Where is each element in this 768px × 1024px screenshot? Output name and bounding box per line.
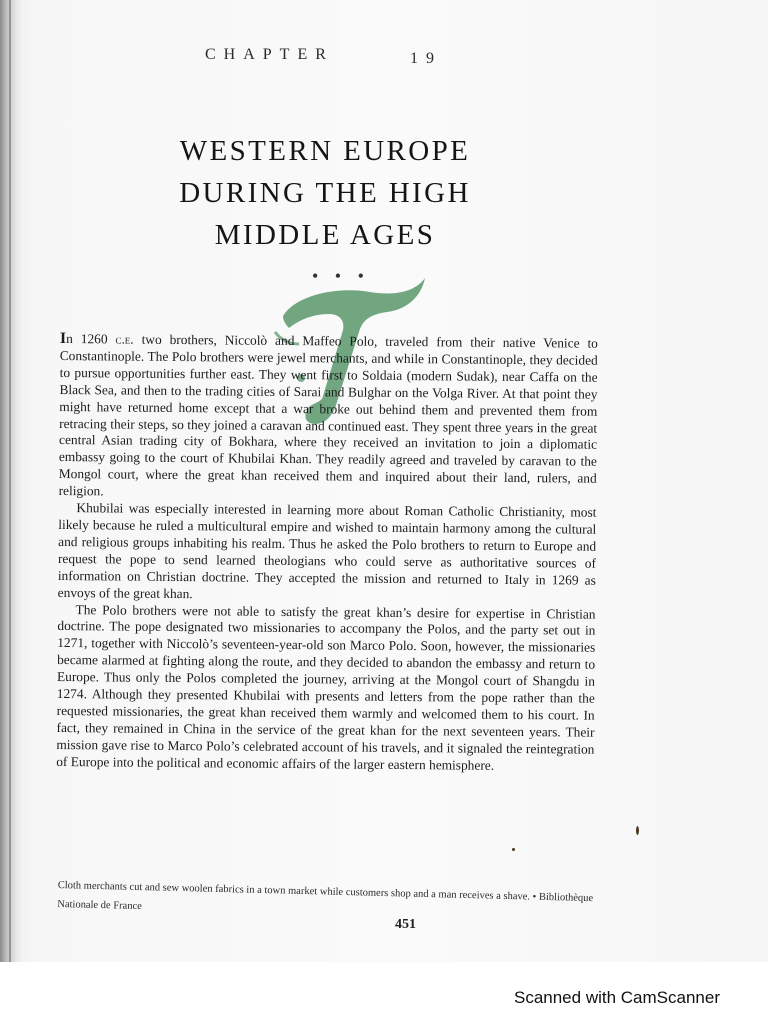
ornament-dots: • • • (312, 266, 370, 286)
scanner-watermark: Scanned with CamScanner (513, 988, 720, 1007)
book-spine-shadow (0, 0, 22, 962)
paper-speck (636, 826, 639, 835)
chapter-title-line: DURING THE HIGH (179, 177, 471, 209)
chapter-title-line: MIDDLE AGES (214, 219, 436, 251)
chapter-label: CHAPTER (205, 46, 334, 63)
paragraph-initial: I (59, 330, 67, 348)
paper-speck (512, 848, 515, 851)
paragraph: Khubilai was especially interested in learning more about Roman Catholic Christianity, most likely because he ruled a multicultural empire and wished to maintain harmony among the cultural and religious groups inhabiting his realm. Thus he asked the Polo brothers to return to Europe and request the pope to send learned theologians who could serve as authoritative sources of information on Christian doctrine. They accepted the mission and returned to Italy in 1269 as envoys of the great khan. (57, 500, 597, 601)
era-abbreviation: c.e. (115, 331, 134, 347)
paragraph (59, 331, 598, 505)
paragraph: The Polo brothers were not able to satisfy the great khan’s desire for expertise in Christian doctrine. The pope designated two missionaries to accompany the Polos, and the party set out in 1271, together with Niccolò’s seventeen-year-old son Marco Polo. Soon, however, the missionaries became alarmed at fighting along the route, and they decided to abandon the embassy and return to Europe. Thus only the Polos completed the journey, arriving at the Mongol court of Shangdu in 1274. Although they presented Khubilai with presents and letters from the pope rather than the requested missionaries, the great khan received them warmly and welcomed them to his court. In fact, they remained in China in the service of the great khan for the next seventeen years. Their mission gave rise to Marco Polo’s celebrated account of his travels, and it signaled the reintegration of Europe into the political and economic affairs of the larger eastern hemisphere. (56, 601, 596, 773)
figure-caption (57, 876, 598, 927)
chapter-title-line: WESTERN EUROPE (179, 135, 471, 167)
chapter-number: 19 (410, 50, 442, 67)
chapter-body-text (56, 331, 598, 775)
chapter-title (110, 130, 540, 256)
book-spine-edge (9, 0, 11, 962)
paragraph-text: two brothers, Niccolò and Maffeo Polo, traveled from their native Venice to Constantinople. The Polo brothers were jewel merchants, and while in Constantinople, they decided to pursue opportunities further east. They went first to Soldaia (modern Sudak), near Caffa on the Black Sea, and then to the trading cities of Sarai and Bulghar on the Volga River. At that point they might have returned home except that a war broke out behind them and prevented them from retracing their steps, so they joined a caravan and continued east. They spent three years in the great central Asian trading city of Bokhara, where they received an invitation to join a diplomatic embassy going to the court of Khubilai Khan. They readily agreed and traveled by caravan to the Mongol court, where the great khan received them and inquired about their land, rulers, and religion. (58, 331, 598, 499)
caption-bullet: • (532, 891, 540, 903)
caption-credit: Bibliothèque Nationale de France (57, 891, 594, 913)
caption-text: Cloth merchants cut and sew woolen fabrics in a town market while customers shop and a man receives a shave. (57, 879, 531, 903)
page-number: 451 (395, 917, 416, 932)
paragraph-lead: n 1260 (66, 331, 116, 347)
